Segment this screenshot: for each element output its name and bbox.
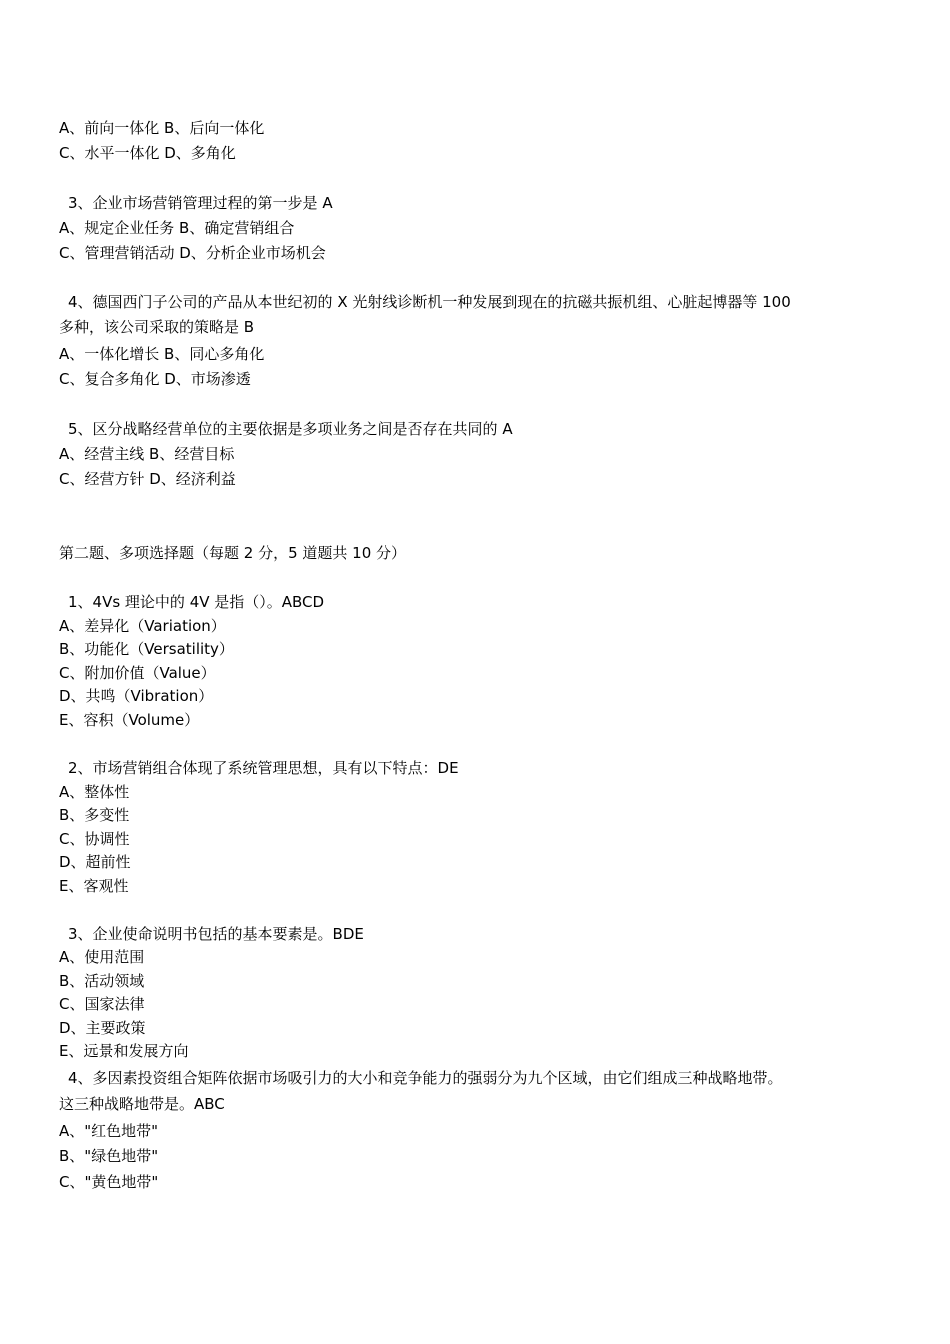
question-text: 5、区分战略经营单位的主要依据是多项业务之间是否存在共同的 A [68, 420, 513, 438]
option-text: C、水平一体化 D、多角化 [59, 144, 236, 162]
question-text: 4、德国西门子公司的产品从本世纪初的 X 光射线诊断机一种发展到现在的抗磁共振机组、心脏起博器等 100 [68, 293, 791, 311]
option-text: E、容积（Volume） [59, 711, 200, 729]
question-text: 1、4Vs 理论中的 4V 是指（）。ABCD [68, 593, 325, 611]
question-text: 4、多因素投资组合矩阵依据市场吸引力的大小和竞争能力的强弱分为九个区域，由它们组成三种战略地带。 [68, 1069, 783, 1087]
option-text: C、协调性 [59, 830, 130, 848]
option-text: E、客观性 [59, 877, 129, 895]
option-text: A、前向一体化 B、后向一体化 [59, 119, 265, 137]
option-text: A、使用范围 [59, 948, 145, 966]
option-text: A、规定企业任务 B、确定营销组合 [59, 219, 295, 237]
option-text: C、管理营销活动 D、分析企业市场机会 [59, 244, 326, 262]
option-text: C、附加价值（Value） [59, 664, 216, 682]
option-text: A、经营主线 B、经营目标 [59, 445, 235, 463]
option-text: D、主要政策 [59, 1019, 146, 1037]
option-text: E、远景和发展方向 [59, 1042, 189, 1060]
question-text: 3、企业市场营销管理过程的第一步是 A [68, 194, 333, 212]
option-text: B、功能化（Versatility） [59, 640, 234, 658]
option-text: A、差异化（Variation） [59, 617, 226, 635]
option-text: A、"红色地带" [59, 1122, 159, 1140]
option-text: A、整体性 [59, 783, 130, 801]
section-heading: 第二题、多项选择题（每题 2 分，5 道题共 10 分） [59, 544, 407, 562]
option-text: B、多变性 [59, 806, 130, 824]
option-text: C、复合多角化 D、市场渗透 [59, 370, 251, 388]
option-text: B、"绿色地带" [59, 1147, 159, 1165]
question-text-continued: 这三种战略地带是。ABC [59, 1095, 225, 1113]
question-text: 3、企业使命说明书包括的基本要素是。BDE [68, 925, 364, 943]
option-text: C、国家法律 [59, 995, 145, 1013]
option-text: A、一体化增长 B、同心多角化 [59, 345, 265, 363]
option-text: C、"黄色地带" [59, 1173, 159, 1191]
option-text: D、共鸣（Vibration） [59, 687, 214, 705]
option-text: D、超前性 [59, 853, 131, 871]
question-text-continued: 多种，该公司采取的策略是 B [59, 318, 255, 336]
option-text: C、经营方针 D、经济利益 [59, 470, 236, 488]
option-text: B、活动领域 [59, 972, 145, 990]
question-text: 2、市场营销组合体现了系统管理思想，具有以下特点：DE [68, 759, 459, 777]
